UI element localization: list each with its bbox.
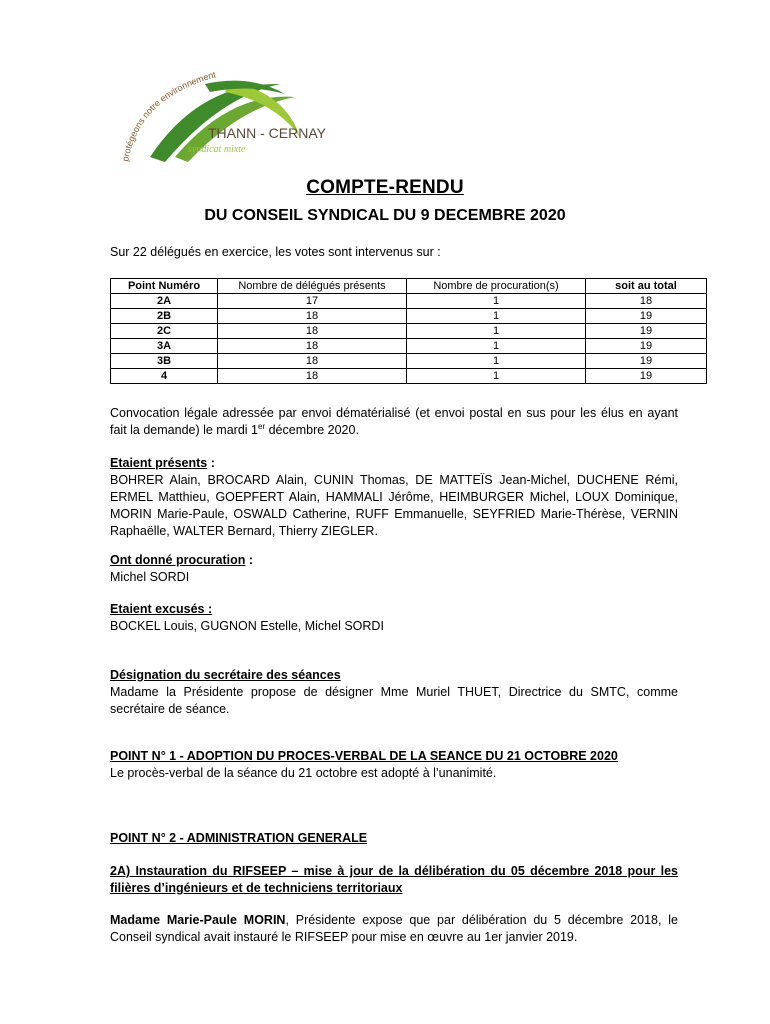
excuses-heading: Etaient excusés : (110, 602, 213, 616)
point2a-paragraph (110, 912, 678, 946)
procuration-list: Michel SORDI (110, 570, 190, 584)
cell-presents: 18 (218, 339, 407, 354)
cell-procurations: 1 (407, 309, 586, 324)
votes-table-header (111, 279, 707, 294)
cell-point: 4 (111, 369, 218, 384)
cell-total: 19 (586, 309, 707, 324)
cell-presents: 18 (218, 354, 407, 369)
secretaire-heading: Désignation du secrétaire des séances (110, 668, 341, 682)
excuses-list: BOCKEL Louis, GUGNON Estelle, Michel SORDI (110, 619, 384, 633)
point2a-speaker: Madame Marie-Paule MORIN (110, 913, 286, 927)
cell-total: 19 (586, 324, 707, 339)
votes-table-row (111, 369, 707, 384)
point2a-text: , Présidente expose que par délibération du 5 décembre 2018, le Conseil syndical avait instauré le RIFSEEP pour mise en œuvre au 1er janvier 2019. (110, 913, 678, 944)
header-presents: Nombre de délégués présents (218, 279, 407, 294)
logo-subtitle: syndicat mixte (188, 144, 246, 155)
document-title: COMPTE-RENDU (306, 177, 464, 198)
secretaire-text: Madame la Présidente propose de désigner Mme Muriel THUET, Directrice du SMTC, comme secrétaire de séance. (110, 685, 678, 716)
cell-procurations: 1 (407, 339, 586, 354)
cell-procurations: 1 (407, 354, 586, 369)
votes-table-row (111, 309, 707, 324)
cell-point: 3B (111, 354, 218, 369)
document-subtitle: DU CONSEIL SYNDICAL DU 9 DECEMBRE 2020 (204, 207, 566, 224)
header-procurations: Nombre de procuration(s) (407, 279, 586, 294)
presents-heading: Etaient présents (110, 456, 208, 470)
votes-table (110, 278, 707, 384)
presents-list: BOHRER Alain, BROCARD Alain, CUNIN Thomas, DE MATTEÏS Jean-Michel, DUCHENE Rémi, ERMEL Matthieu, GOEPFERT Alain, HAMMALI Jérôme, HEIMBURGER Michel, LOUX Dominique, MORIN Marie-Paule, OSWALD Catherine, RUFF Emmanuelle, SEYFRIED Marie-Thérèse, VERNIN Raphaëlle, WALTER Bernard, Thierry ZIEGLER. (110, 473, 678, 538)
cell-presents: 18 (218, 369, 407, 384)
cell-presents: 18 (218, 324, 407, 339)
convocation-text: Convocation légale adressée par envoi dématérialisé (et envoi postal en sus pour les élus en ayant fait la demande) le mardi 1 (110, 406, 678, 437)
procuration-colon: : (245, 553, 254, 567)
cell-total: 19 (586, 369, 707, 384)
cell-point: 2C (111, 324, 218, 339)
cell-total: 19 (586, 339, 707, 354)
point2a-heading: 2A) Instauration du RIFSEEP – mise à jour de la délibération du 05 décembre 2018 pour les filières d’ingénieurs et de techniciens territoriaux (110, 864, 678, 895)
header-point: Point Numéro (111, 279, 218, 294)
cell-point: 2A (111, 294, 218, 309)
cell-presents: 18 (218, 309, 407, 324)
cell-total: 18 (586, 294, 707, 309)
cell-total: 19 (586, 354, 707, 369)
point1-text: Le procès-verbal de la séance du 21 octobre est adopté à l’unanimité. (110, 766, 497, 780)
presents-colon: : (207, 456, 215, 470)
presents-heading-line (110, 455, 678, 472)
procuration-heading: Ont donné procuration (110, 553, 246, 567)
votes-table-row (111, 324, 707, 339)
cell-procurations: 1 (407, 369, 586, 384)
convocation-text-end: décembre 2020. (265, 423, 359, 437)
votes-intro: Sur 22 délégués en exercice, les votes sont intervenus sur : (110, 245, 441, 259)
cell-point: 3A (111, 339, 218, 354)
cell-point: 2B (111, 309, 218, 324)
cell-procurations: 1 (407, 294, 586, 309)
syndicat-logo (110, 62, 370, 172)
votes-table-row (111, 354, 707, 369)
logo-graphic (110, 62, 370, 172)
point2-heading: POINT N° 2 - ADMINISTRATION GENERALE (110, 831, 368, 845)
votes-table-row (111, 339, 707, 354)
logo-arc-text: protégeons notre environnement (120, 69, 217, 163)
votes-table-row (111, 294, 707, 309)
header-total: soit au total (586, 279, 707, 294)
convocation-paragraph (110, 405, 678, 439)
cell-procurations: 1 (407, 324, 586, 339)
cell-presents: 17 (218, 294, 407, 309)
point1-heading: POINT N° 1 - ADOPTION DU PROCES-VERBAL DE LA SEANCE DU 21 OCTOBRE 2020 (110, 749, 618, 763)
convocation-sup: er (258, 421, 266, 431)
logo-name: THANN - CERNAY (208, 125, 326, 141)
procuration-heading-line (110, 552, 678, 569)
